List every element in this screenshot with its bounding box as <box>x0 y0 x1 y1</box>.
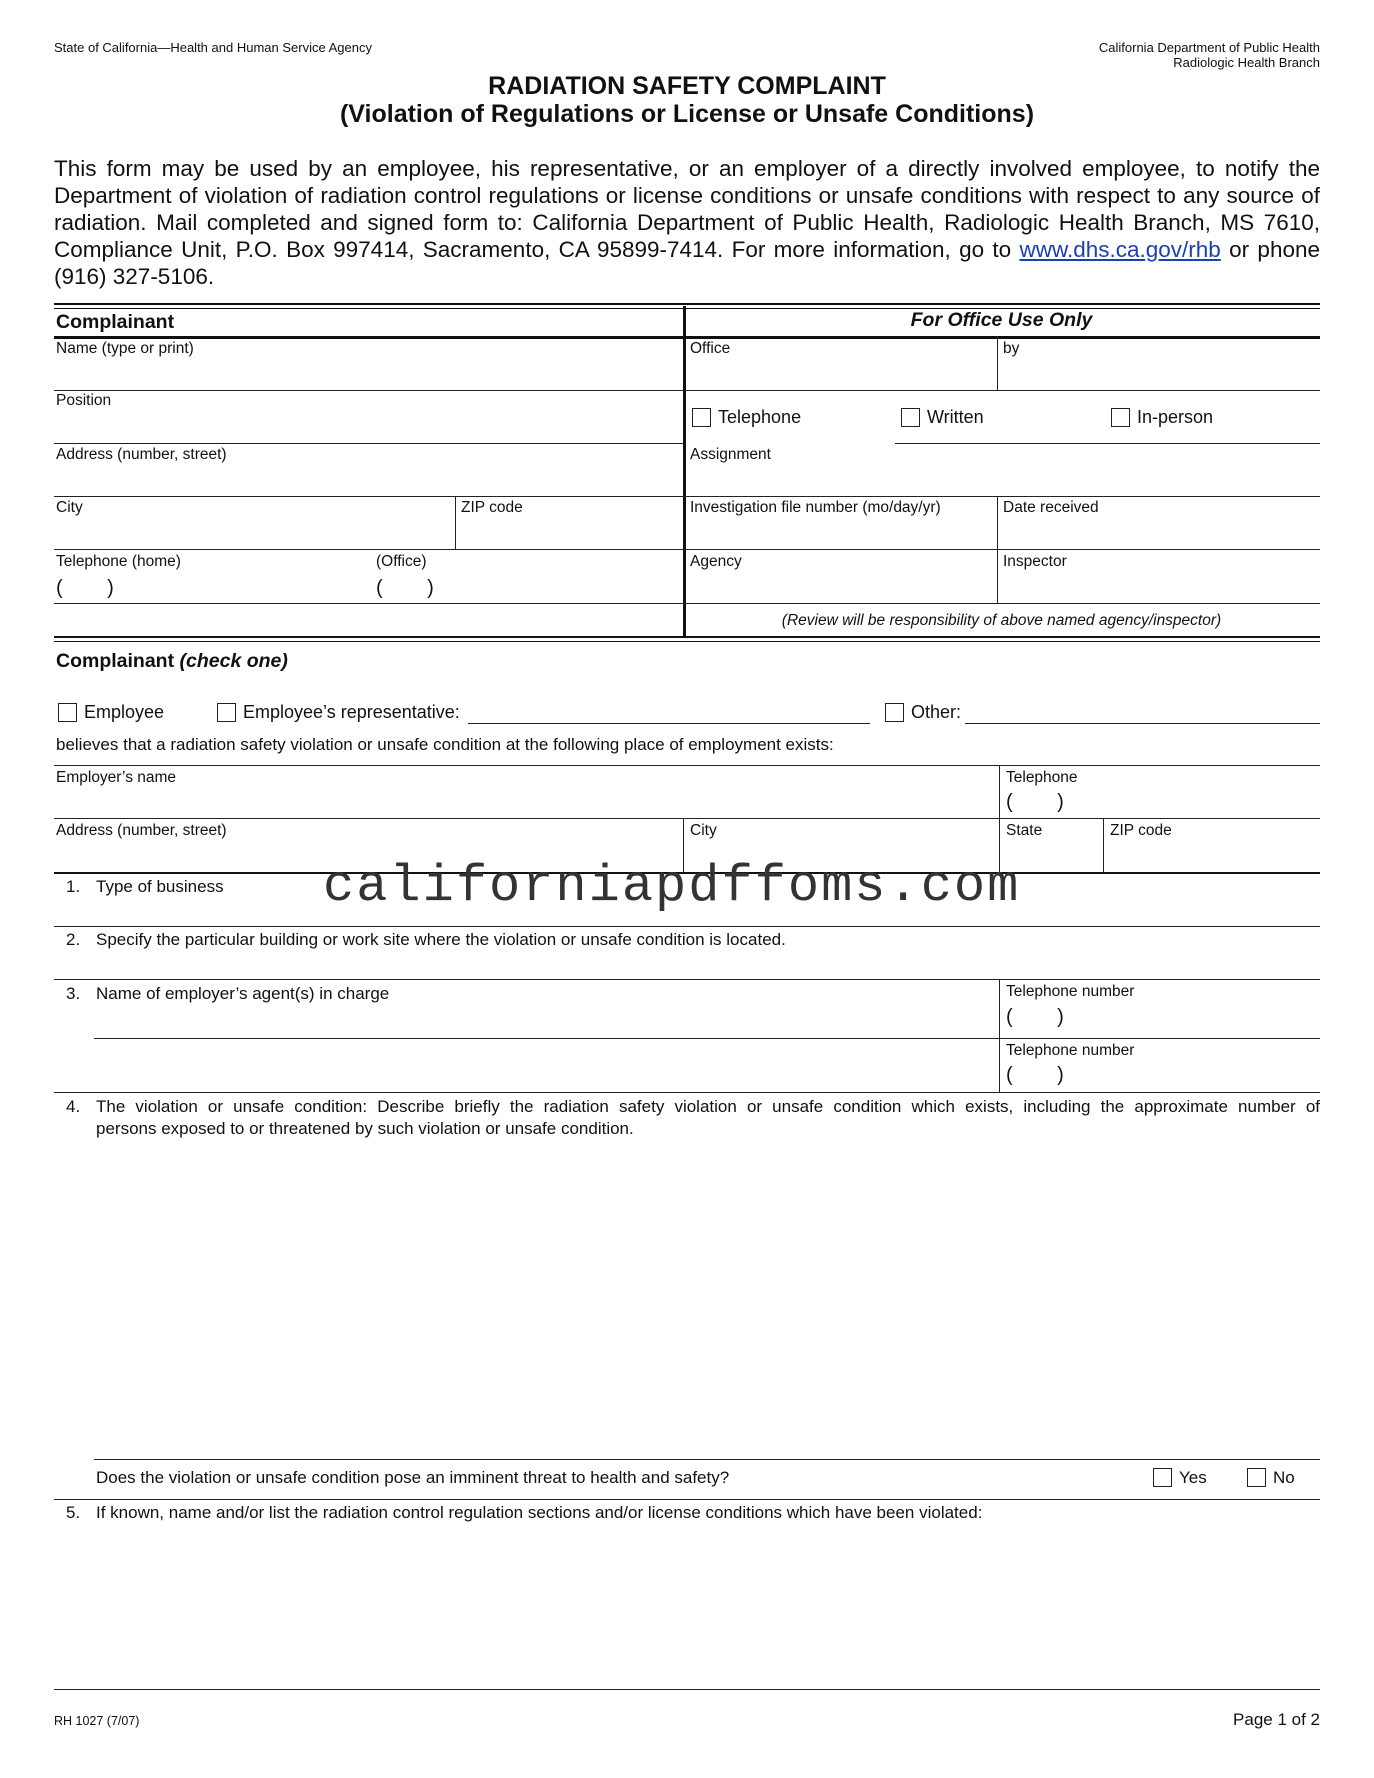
in-person-checkbox[interactable] <box>1111 408 1130 427</box>
representative-checkbox[interactable] <box>217 703 236 722</box>
city-label: City <box>56 499 83 516</box>
work-site-field[interactable] <box>96 952 1316 976</box>
complainant-heading: Complainant <box>56 311 175 333</box>
q1-label: Type of business <box>96 877 224 896</box>
file-number-label: Investigation file number (mo/day/yr) <box>690 499 941 516</box>
zip-field[interactable] <box>461 519 676 547</box>
row-rule <box>683 390 1320 391</box>
department-header <box>1099 40 1320 70</box>
q2-number: 2. <box>66 930 81 949</box>
employer-telephone-label: Telephone <box>1006 769 1078 786</box>
intro-line-4-text: Compliance Unit, P.O. Box 997414, Sacramento, CA 95899-7414. For more information, go to <box>54 237 1020 262</box>
check-one-hint: (check one) <box>179 650 288 672</box>
row-rule <box>683 549 1320 550</box>
employer-address-label: Address (number, street) <box>56 822 227 839</box>
intro-line-3: radiation. Mail completed and signed form to: California Department of Public Health, Radiologic Health Branch, MS 7610, <box>54 210 1320 235</box>
city-field[interactable] <box>56 519 446 547</box>
agent-telephone-label-2: Telephone number <box>1006 1042 1135 1059</box>
row-rule <box>54 926 1320 927</box>
imminent-threat-question: Does the violation or unsafe condition pose an imminent threat to health and safety? <box>96 1468 730 1487</box>
agent-telephone-field-1[interactable]: ( ) <box>1006 1006 1064 1028</box>
footer-rule <box>54 1689 1320 1690</box>
employer-zip-field[interactable] <box>1110 842 1315 870</box>
row-rule <box>683 603 1320 604</box>
section-bottom-rule <box>54 636 1320 642</box>
other-option-label: Other: <box>911 702 962 722</box>
intro-line-5: (916) 327-5106. <box>54 264 215 289</box>
telephone-checkbox[interactable] <box>692 408 711 427</box>
row-rule <box>54 1499 1320 1500</box>
representative-option-label: Employee’s representative: <box>243 702 460 722</box>
q3-label: Name of employer’s agent(s) in charge <box>96 984 390 1003</box>
q4-number: 4. <box>66 1097 81 1116</box>
position-label: Position <box>56 392 112 409</box>
agent-telephone-label-1: Telephone number <box>1006 983 1135 1000</box>
heading-rule <box>54 336 1320 339</box>
row-rule <box>54 443 683 444</box>
q1-number: 1. <box>66 877 81 896</box>
employer-zip-label: ZIP code <box>1110 822 1172 839</box>
by-field[interactable] <box>1003 360 1313 388</box>
agent-name-field-2[interactable] <box>96 1042 986 1088</box>
q5-number: 5. <box>66 1503 81 1522</box>
cell-divider <box>999 979 1000 1092</box>
agency-header: State of California—Health and Human Service Agency <box>54 40 372 55</box>
violation-description-field[interactable] <box>96 1145 1316 1455</box>
form-title: RADIATION SAFETY COMPLAINT <box>488 72 886 100</box>
row-rule <box>54 390 683 391</box>
assignment-field[interactable] <box>690 466 1310 494</box>
q4-label-line-2: persons exposed to or threatened by such violation or unsafe condition. <box>96 1119 634 1138</box>
address-field[interactable] <box>56 466 676 494</box>
telephone-option-label: Telephone <box>718 407 802 427</box>
yes-option-label: Yes <box>1179 1468 1207 1487</box>
form-subtitle: (Violation of Regulations or License or Unsafe Conditions) <box>339 100 1035 128</box>
zip-label: ZIP code <box>461 499 523 516</box>
assignment-label: Assignment <box>690 446 771 463</box>
no-option-label: No <box>1273 1468 1295 1487</box>
intro-line-1: This form may be used by an employee, his representative, or an employer of a directly involved employee, to notify the <box>54 156 1320 181</box>
yes-checkbox[interactable] <box>1153 1468 1172 1487</box>
form-id: RH 1027 (7/07) <box>54 1714 140 1728</box>
q5-label: If known, name and/or list the radiation control regulation sections and/or license conditions which have been violated: <box>96 1503 983 1522</box>
cell-divider <box>1103 818 1104 872</box>
intro-line-4-tail: or phone <box>1220 237 1320 262</box>
employee-checkbox[interactable] <box>58 703 77 722</box>
row-rule <box>683 496 1320 497</box>
office-use-heading: For Office Use Only <box>910 309 1093 331</box>
employer-city-label: City <box>690 822 717 839</box>
cell-divider <box>455 496 456 549</box>
other-description-line[interactable] <box>965 723 1320 724</box>
branch-name: Radiologic Health Branch <box>1173 55 1320 70</box>
agency-label: Agency <box>690 553 742 570</box>
office-label: Office <box>690 340 731 357</box>
other-checkbox[interactable] <box>885 703 904 722</box>
check-one-heading-text: Complainant <box>56 650 180 672</box>
row-rule <box>54 979 1320 980</box>
employee-option-label: Employee <box>84 702 165 722</box>
position-field[interactable] <box>56 412 676 442</box>
cell-divider <box>997 336 998 390</box>
believes-statement: believes that a radiation safety violation or unsafe condition at the following place of employment exists: <box>56 735 834 754</box>
written-checkbox[interactable] <box>901 408 920 427</box>
telephone-office-field[interactable]: ( ) <box>376 577 434 599</box>
row-rule <box>895 443 1320 444</box>
date-received-field[interactable] <box>1003 519 1313 547</box>
page-number: Page 1 of 2 <box>1233 1710 1320 1729</box>
address-label: Address (number, street) <box>56 446 227 463</box>
row-rule <box>54 603 683 604</box>
no-checkbox[interactable] <box>1247 1468 1266 1487</box>
representative-name-line[interactable] <box>468 723 870 724</box>
office-field[interactable] <box>690 360 990 388</box>
department-name: California Department of Public Health <box>1098 40 1320 55</box>
in-person-option-label: In-person <box>1137 407 1214 427</box>
employer-state-label: State <box>1006 822 1043 839</box>
by-label: by <box>1003 340 1020 357</box>
written-option-label: Written <box>927 407 984 427</box>
row-rule <box>54 496 683 497</box>
q3-number: 3. <box>66 984 81 1003</box>
check-one-heading <box>56 650 288 673</box>
intro-line-4 <box>54 236 1320 263</box>
agency-field[interactable] <box>690 573 990 601</box>
q2-label: Specify the particular building or work site where the violation or unsafe condition is located. <box>96 930 786 949</box>
file-number-field[interactable] <box>690 519 990 547</box>
row-rule <box>94 1038 1320 1039</box>
row-rule <box>54 1092 1320 1093</box>
agent-name-field-1[interactable] <box>96 1004 986 1034</box>
inspector-field[interactable] <box>1003 573 1313 601</box>
employer-telephone-field[interactable]: ( ) <box>1006 791 1064 813</box>
employer-name-label: Employer’s name <box>56 769 177 786</box>
row-rule <box>54 818 1320 819</box>
q4-label-line-1: The violation or unsafe condition: Describe briefly the radiation safety violation or unsafe condition which exists, including the approximate number of <box>96 1097 1320 1116</box>
review-note: (Review will be responsibility of above named agency/inspector) <box>781 612 1222 629</box>
watermark-text: californiapdffoms.com <box>323 857 1021 916</box>
telephone-office-label: (Office) <box>376 553 427 570</box>
inspector-label: Inspector <box>1003 553 1067 570</box>
row-rule <box>94 1459 1320 1460</box>
telephone-home-field[interactable]: ( ) <box>56 577 114 599</box>
row-rule <box>54 765 1320 766</box>
name-label: Name (type or print) <box>56 340 194 357</box>
row-rule <box>54 549 683 550</box>
intro-line-2: Department of violation of radiation control regulations or license conditions or unsafe conditions with respect to any source of <box>54 183 1320 208</box>
date-received-label: Date received <box>1003 499 1099 516</box>
name-field[interactable] <box>56 360 676 390</box>
violated-regulations-field[interactable] <box>96 1528 1316 1678</box>
rhb-website-link[interactable]: www.dhs.ca.gov/rhb <box>1019 237 1221 262</box>
agent-telephone-field-2[interactable]: ( ) <box>1006 1064 1064 1086</box>
employer-name-field[interactable] <box>56 789 986 817</box>
telephone-home-label: Telephone (home) <box>56 553 181 570</box>
column-divider <box>683 306 686 637</box>
